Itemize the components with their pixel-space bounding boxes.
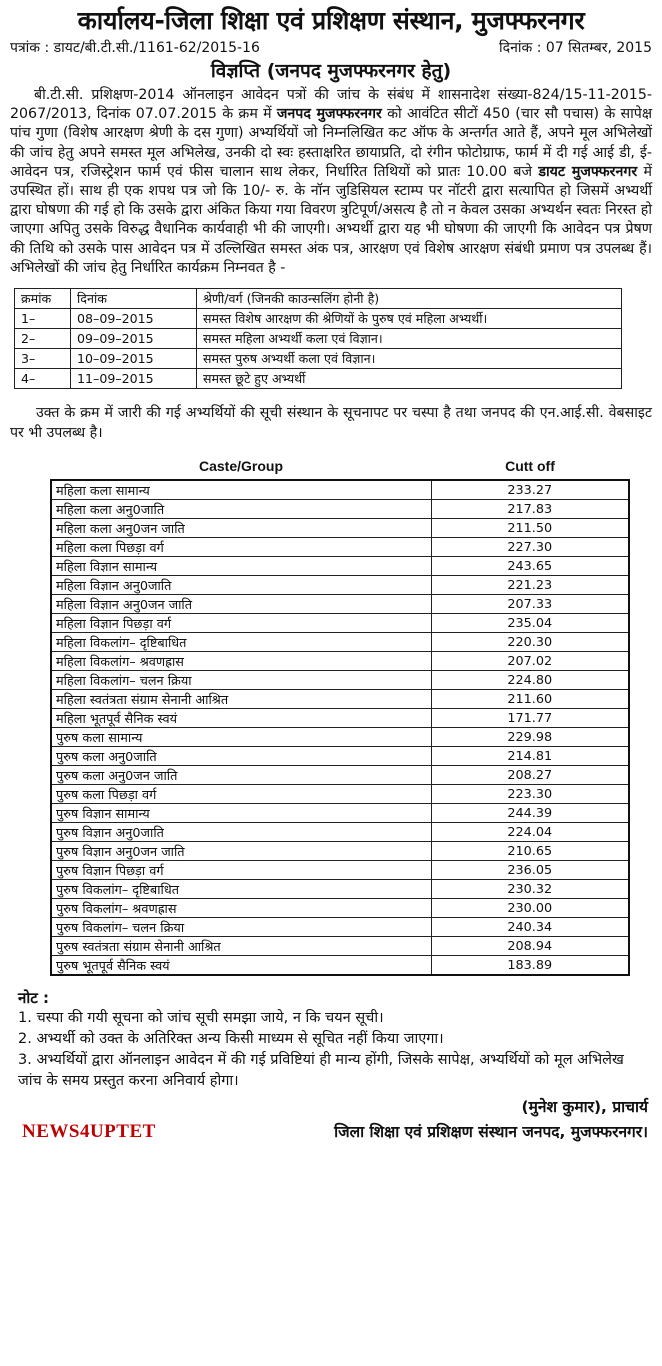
notes-heading: नोट : [18,989,49,1008]
cutoff-group: महिला कला अनु0जन जाति [51,519,431,538]
cutoff-row [51,880,629,899]
cutoff-row [51,728,629,747]
cutoff-group: पुरुष कला सामान्य [51,728,431,747]
cutoff-value: 220.30 [431,633,629,652]
cutoff-group: पुरुष विकलांग– चलन क्रिया [51,918,431,937]
cutoff-group: महिला विज्ञान अनु0जन जाति [51,595,431,614]
issue-date: दिनांक : 07 सितम्बर, 2015 [499,40,652,56]
cutoff-value: 230.00 [431,899,629,918]
cutoff-table-body [51,480,629,975]
cutoff-group: महिला स्वतंत्रता संग्राम सेनानी आश्रित [51,690,431,709]
schedule-header-serial: क्रमांक [15,289,71,309]
cutoff-row [51,785,629,804]
cutoff-value: 235.04 [431,614,629,633]
cutoff-value: 221.23 [431,576,629,595]
diet-emphasis: डायट मुजफ्फरनगर [538,163,638,180]
schedule-date: 09–09–2015 [71,329,197,349]
list-availability-paragraph: उक्त के क्रम में जारी की गई अभ्यर्थियों की सूची संस्थान के सूचनापट पर चस्पा है तथा जनपद की एन.आई.सी. वेबसाइट पर भी उपलब्ध है। [10,405,652,442]
cutoff-header-group: Caste/Group [51,453,431,480]
schedule-date: 11–09–2015 [71,369,197,389]
cutoff-group: महिला भूतपूर्व सैनिक स्वयं [51,709,431,728]
cutoff-row [51,652,629,671]
cutoff-row [51,595,629,614]
watermark-brand: NEWS4UPTET [22,1121,156,1143]
schedule-category: समस्त महिला अभ्यर्थी कला एवं विज्ञान। [197,329,622,349]
cutoff-value: 210.65 [431,842,629,861]
cutoff-row [51,614,629,633]
cutoff-group: महिला विज्ञान अनु0जाति [51,576,431,595]
cutoff-group: महिला विज्ञान पिछड़ा वर्ग [51,614,431,633]
cutoff-value: 171.77 [431,709,629,728]
cutoff-group: महिला विकलांग– दृष्टिबाधित [51,633,431,652]
cutoff-value: 211.60 [431,690,629,709]
cutoff-value: 208.94 [431,937,629,956]
schedule-row [15,329,622,349]
cutoff-row [51,671,629,690]
cutoff-value: 230.32 [431,880,629,899]
cutoff-value: 207.33 [431,595,629,614]
cutoff-value: 240.34 [431,918,629,937]
cutoff-group: महिला विकलांग– श्रवणह्रास [51,652,431,671]
cutoff-value: 236.05 [431,861,629,880]
schedule-table [14,288,622,389]
cutoff-group: पुरुष विकलांग– श्रवणह्रास [51,899,431,918]
schedule-serial: 3– [15,349,71,369]
cutoff-group: पुरुष विज्ञान अनु0जन जाति [51,842,431,861]
note-item: 2. अभ्यर्थी को उक्त के अतिरिक्त अन्य किसी माध्यम से सूचित नहीं किया जाएगा। [18,1031,444,1048]
schedule-row [15,349,622,369]
note-item: 1. चस्पा की गयी सूचना को जांच सूची समझा जाये, न कि चयन सूची। [18,1010,384,1027]
schedule-header-row [15,289,622,309]
cutoff-table [50,453,630,976]
cutoff-value: 183.89 [431,956,629,976]
cutoff-row [51,480,629,500]
cutoff-value: 208.27 [431,766,629,785]
cutoff-row [51,823,629,842]
cutoff-row [51,937,629,956]
cutoff-row [51,956,629,976]
cutoff-group: महिला विकलांग– चलन क्रिया [51,671,431,690]
cutoff-value: 243.65 [431,557,629,576]
cutoff-value: 207.02 [431,652,629,671]
schedule-header-date: दिनांक [71,289,197,309]
reference-line [6,38,656,58]
schedule-serial: 4– [15,369,71,389]
cutoff-group: पुरुष कला अनु0जन जाति [51,766,431,785]
cutoff-group: पुरुष भूतपूर्व सैनिक स्वयं [51,956,431,976]
schedule-category: समस्त विशेष आरक्षण की श्रेणियों के पुरुष एवं महिला अभ्यर्थी। [197,309,622,329]
signatory-name: (मुनेश कुमार), प्राचार्य [521,1098,648,1117]
cutoff-group: महिला कला अनु0जाति [51,500,431,519]
cutoff-value: 233.27 [431,480,629,500]
cutoff-group: पुरुष विज्ञान अनु0जाति [51,823,431,842]
note-item: 3. अभ्यर्थियों द्वारा ऑनलाइन आवेदन में की गई प्रविष्टियां ही मान्य होंगी, जिसके सापेक्ष, अभ्यर्थियों को मूल अभिलेख जांच के समय प्रस्तुत करना अनिवार्य होगा। [18,1052,624,1090]
reference-number: पत्रांक : डायट/बी.टी.सी./1161-62/2015-16 [10,40,260,56]
cutoff-row [51,766,629,785]
cutoff-row [51,557,629,576]
cutoff-group: पुरुष कला अनु0जाति [51,747,431,766]
cutoff-row [51,633,629,652]
cutoff-row [51,861,629,880]
notice-paragraph [10,86,652,278]
cutoff-value: 229.98 [431,728,629,747]
cutoff-group: पुरुष विकलांग– दृष्टिबाधित [51,880,431,899]
cutoff-group: महिला कला पिछड़ा वर्ग [51,538,431,557]
cutoff-value: 211.50 [431,519,629,538]
notice-title: विज्ञप्ति (जनपद मुजफ्फरनगर हेतु) [210,60,452,82]
cutoff-value: 244.39 [431,804,629,823]
schedule-serial: 1– [15,309,71,329]
cutoff-header-row [51,453,629,480]
cutoff-row [51,709,629,728]
schedule-date: 10–09–2015 [71,349,197,369]
paragraph-text: को आवंटित सीटों 450 (चार सौ पचास) के सापेक्ष पांच गुणा (विशेष आरक्षण श्रेणी के दस गुणा) अभ्यर्थियों जो निम्नलिखित कट ऑफ के अन्तर्गत आते हैं, अपने मूल अभिलेखों की जांच हेतु अपने समस्त मूल अभिलेख, उनकी दो स्वः हस्ताक्षरित छायाप्रति, दो रंगीन फोटोग्राफ, फार्म में दी गई आई डी, ई-आवेदन पत्र, रजिस्ट्रेशन फार्म एवं फीस चालान साथ लेकर, निर्धारित तिथियों को प्रातः 10.00 बजे [10,106,652,180]
cutoff-header-value: Cutt off [431,453,629,480]
cutoff-group: पुरुष स्वतंत्रता संग्राम सेनानी आश्रित [51,937,431,956]
cutoff-value: 223.30 [431,785,629,804]
paragraph-text: बी.टी.सी. प्रशिक्षण-2014 ऑनलाइन आवेदन पत्रों की जांच के संबंध में शासनादेश संख्या-824/15-11-2015-2067/2013, दिनांक 07.07.2015 के क्रम में [10,87,652,123]
schedule-header-category: श्रेणी/वर्ग (जिनकी काउन्सलिंग होनी है) [197,289,622,309]
cutoff-value: 217.83 [431,500,629,519]
cutoff-value: 224.04 [431,823,629,842]
cutoff-row [51,538,629,557]
cutoff-row [51,899,629,918]
cutoff-row [51,804,629,823]
cutoff-row [51,747,629,766]
cutoff-group: महिला विज्ञान सामान्य [51,557,431,576]
cutoff-row [51,690,629,709]
cutoff-group: पुरुष विज्ञान पिछड़ा वर्ग [51,861,431,880]
schedule-serial: 2– [15,329,71,349]
district-emphasis: जनपद मुजफ्फरनगर [276,106,382,123]
schedule-category: समस्त पुरुष अभ्यर्थी कला एवं विज्ञान। [197,349,622,369]
signatory-office: जिला शिक्षा एवं प्रशिक्षण संस्थान जनपद, मुजफ्फरनगर। [334,1123,648,1142]
schedule-row [15,369,622,389]
cutoff-row [51,842,629,861]
cutoff-group: पुरुष विज्ञान सामान्य [51,804,431,823]
schedule-category: समस्त छूटे हुए अभ्यर्थी [197,369,622,389]
cutoff-row [51,576,629,595]
schedule-row [15,309,622,329]
cutoff-row [51,519,629,538]
cutoff-group: महिला कला सामान्य [51,480,431,500]
cutoff-value: 227.30 [431,538,629,557]
cutoff-row [51,500,629,519]
office-title: कार्यालय-जिला शिक्षा एवं प्रशिक्षण संस्थान, मुजफ्फरनगर [77,6,585,35]
paragraph-text: में उपस्थित हों। साथ ही एक शपथ पत्र जो कि 10/- रु. के नॉन जुडिसियल स्टाम्प पर नॉटरी द्वारा सत्यापित हो जिसमें अभ्यर्थी द्वारा घोषणा की गई हो कि उसके द्वारा अंकित किया गया विवरण त्रुटिपूर्ण/असत्य है तो न केवल उसका अभ्यर्थन स्वतः निरस्त हो जाएगा अपितु उसके विरुद्ध वैधानिक कार्यवाही भी की जाएगी। अभ्यर्थी द्वारा यह भी घोषणा की जाएगी कि आवेदन पत्र प्रेषण की तिथि को उसके पास आवेदन पत्र में उल्लिखित समस्त अंक पत्र, आरक्षण एवं विशेष आरक्षण संबंधी प्रमाण पत्र उपलब्ध हैं। अभिलेखों की जांच हेतु निर्धारित कार्यक्रम निम्नवत है - [10,163,652,276]
cutoff-row [51,918,629,937]
cutoff-group: पुरुष कला पिछड़ा वर्ग [51,785,431,804]
schedule-date: 08–09–2015 [71,309,197,329]
cutoff-value: 214.81 [431,747,629,766]
cutoff-value: 224.80 [431,671,629,690]
footer-row [22,1120,648,1143]
